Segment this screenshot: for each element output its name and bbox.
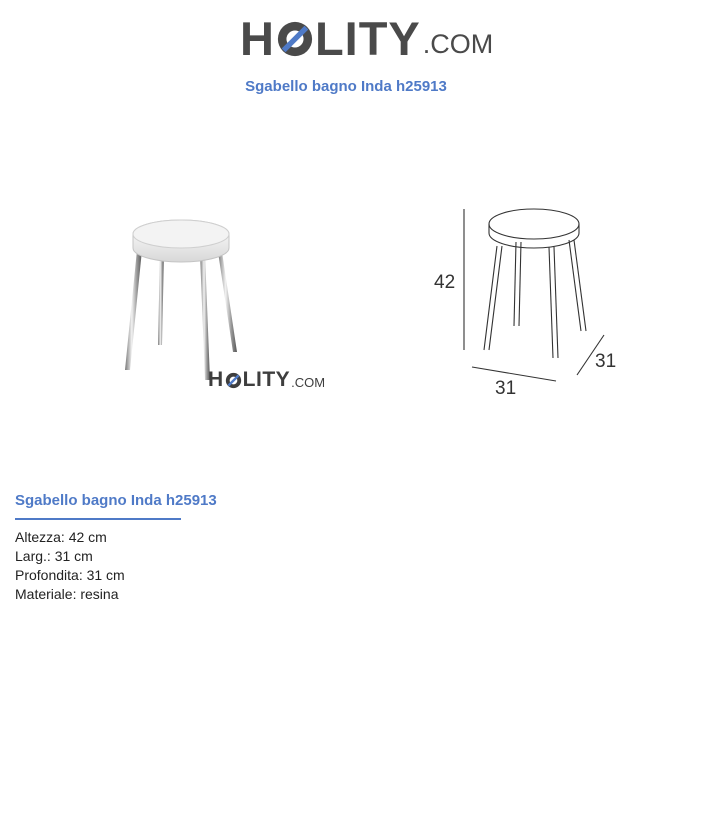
watermark-text-right: LITY bbox=[242, 368, 291, 391]
watermark-o-icon bbox=[225, 372, 242, 389]
logo-text-left: H bbox=[240, 12, 275, 65]
logo-domain: .COM bbox=[422, 29, 494, 59]
leg-front-left bbox=[125, 250, 142, 370]
spec-width: Larg.: 31 cm bbox=[15, 548, 93, 564]
width-dimension: 31 bbox=[495, 378, 517, 399]
dimension-drawing bbox=[420, 195, 630, 405]
spec-list bbox=[15, 528, 125, 604]
watermark-text-left: H bbox=[208, 368, 224, 391]
watermark-domain: .COM bbox=[291, 375, 326, 390]
leg-back-right bbox=[218, 252, 237, 352]
section-title: Sgabello bagno Inda h25913 bbox=[15, 492, 217, 509]
page-title: Sgabello bagno Inda h25913 bbox=[245, 78, 447, 95]
site-logo[interactable] bbox=[240, 14, 493, 64]
spec-height: Altezza: 42 cm bbox=[15, 529, 107, 545]
spec-material: Materiale: resina bbox=[15, 586, 119, 602]
spec-depth: Profondita: 31 cm bbox=[15, 567, 125, 583]
leg-back-left bbox=[158, 252, 164, 345]
height-dimension: 42 bbox=[434, 272, 456, 293]
logo-o-icon bbox=[276, 20, 314, 58]
logo-text-right: LITY bbox=[314, 12, 421, 65]
photo-watermark bbox=[208, 368, 325, 392]
section-divider bbox=[15, 518, 181, 520]
leg-front-right bbox=[200, 254, 210, 380]
depth-dimension: 31 bbox=[595, 351, 617, 372]
